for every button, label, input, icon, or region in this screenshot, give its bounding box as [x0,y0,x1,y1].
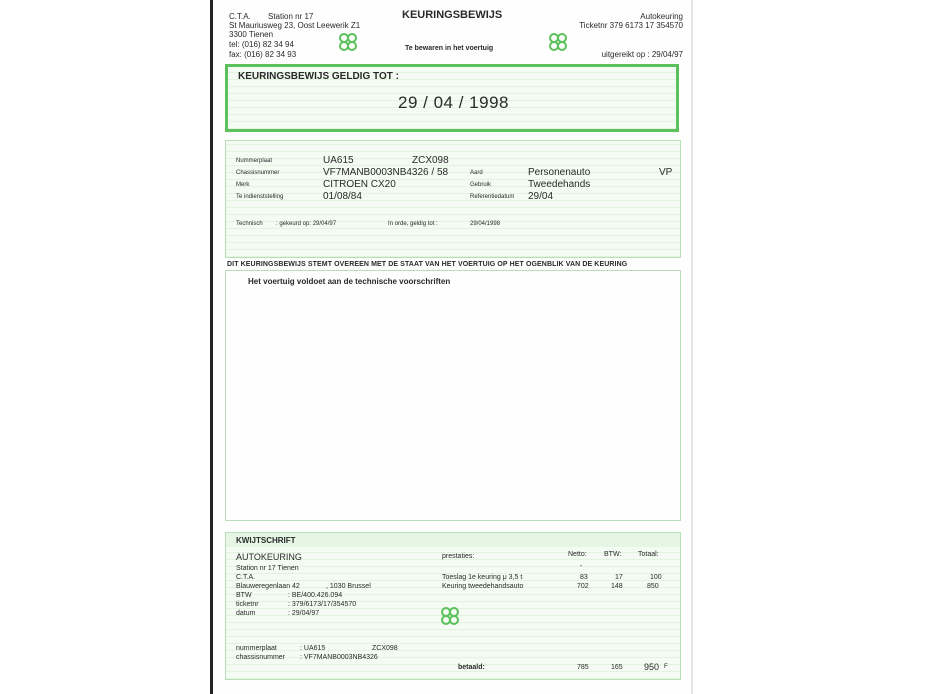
receipt-panel [225,532,681,680]
cloverleaf-logo-left-icon [337,31,359,53]
use-label: Gebruik [470,182,492,188]
tech-label: Technisch [236,221,263,227]
kind-value: Personenauto [528,167,591,178]
header-fax: fax: (016) 82 34 93 [229,50,297,59]
services-dash: - [580,563,583,570]
line-net: 83 [580,574,588,581]
cloverleaf-logo-right-icon [547,31,569,53]
paid-total: 950 [644,662,660,672]
header-issued: uitgereikt op : 29/04/97 [601,50,683,59]
tech-value: : gekeurd op: 29/04/97 [276,221,337,227]
remarks-panel [225,270,681,521]
order-value: 29/04/1998 [470,221,501,227]
header-tel: tel: (016) 82 34 94 [229,40,294,49]
receipt-date-value: : 29/04/97 [288,610,320,617]
receipt-plate-label: nummerplaat [236,645,277,652]
receipt-chassis-value: : VF7MANB0003NB4326 [300,654,378,661]
receipt-ticket-value: : 379/6173/17/354570 [288,601,357,608]
receipt-btw-value: : BE/400.426.094 [288,592,343,599]
receipt-plate-value: : UA615 [300,645,326,652]
validity-box [225,64,679,132]
services-label: prestaties: [442,553,475,560]
cloverleaf-logo-receipt-icon [439,605,461,627]
line-desc: Toeslag 1e keuring μ 3,5 t [442,574,523,581]
line-vat: 148 [611,583,623,590]
header-city: 3300 Tienen [229,30,274,39]
receipt-plate-value-2: ZCX098 [372,645,398,652]
paid-label: betaald: [458,664,485,671]
plate-value-2: ZCX098 [412,155,449,166]
statement-banner: DIT KEURINGSBEWIJS STEMT OVEREEN MET DE STAAT VAN HET VOERTUIG OP HET OGENBLIK VAN DE KEURING [227,261,628,268]
receipt-btw-label: BTW [236,592,252,599]
chassis-label: Chassisnummer [236,170,280,176]
line-net: 702 [577,583,589,590]
first-use-value: 01/08/84 [323,191,362,202]
validity-date: 29 / 04 / 1998 [398,93,509,112]
kind-label: Aard [470,170,483,176]
document-title: KEURINGSBEWIJS [402,9,503,21]
receipt-ticket-label: ticketnr [236,601,259,608]
receipt-title: KWIJTSCHRIFT [236,536,296,545]
header-station: Station nr 17 [268,12,314,21]
period-label: Referentiedatum [470,194,515,200]
header-address: St Mauriusweg 23, Oost Leewerik Z1 [229,21,361,30]
header-ticket: Ticketnr 379 6173 17 354570 [579,21,683,30]
receipt-cta: C.T.A. [236,574,256,581]
plate-value: UA615 [323,155,354,166]
first-use-label: Te indienststelling [236,194,284,200]
validity-label: KEURINGSBEWIJS GELDIG TOT : [238,71,399,82]
paid-net: 785 [577,664,589,671]
make-label: Merk [236,182,250,188]
document-subtitle: Te bewaren in het voertuig [405,45,494,52]
order-label: In orde, geldig tot : [388,221,438,227]
receipt-chassis-label: chassisnummer [236,654,286,661]
vehicle-data-panel [225,140,681,258]
plate-label: Nummerplaat [236,158,273,164]
receipt-street: Blauweregenlaan 42 [236,583,300,590]
use-value: Tweedehands [528,179,591,190]
col-vat: BTW: [604,551,622,558]
inspection-result: Het voertuig voldoet aan de technische voorschriften [248,277,451,286]
paid-vat: 165 [611,664,623,671]
paid-unit: F [664,664,668,670]
inspection-certificate [210,0,691,694]
chassis-value: VF7MANB0003NB4326 / 58 [323,167,449,178]
period-value: 29/04 [528,191,554,202]
col-total: Totaal: [638,551,659,558]
receipt-station: Station nr 17 Tienen [236,565,299,572]
line-total: 850 [647,583,659,590]
line-total: 100 [650,574,662,581]
make-value: CITROEN CX20 [323,179,396,190]
col-net: Netto: [568,551,587,558]
header-cta: C.T.A. [229,12,251,21]
receipt-street-city: , 1030 Brussel [326,583,371,590]
line-desc: Keuring tweedehandsauto [442,583,524,590]
line-vat: 17 [615,574,623,581]
kind-code: VP [659,167,673,178]
receipt-org: AUTOKEURING [236,552,302,562]
receipt-date-label: datum [236,610,256,617]
header-right-label: Autokeuring [640,12,683,21]
